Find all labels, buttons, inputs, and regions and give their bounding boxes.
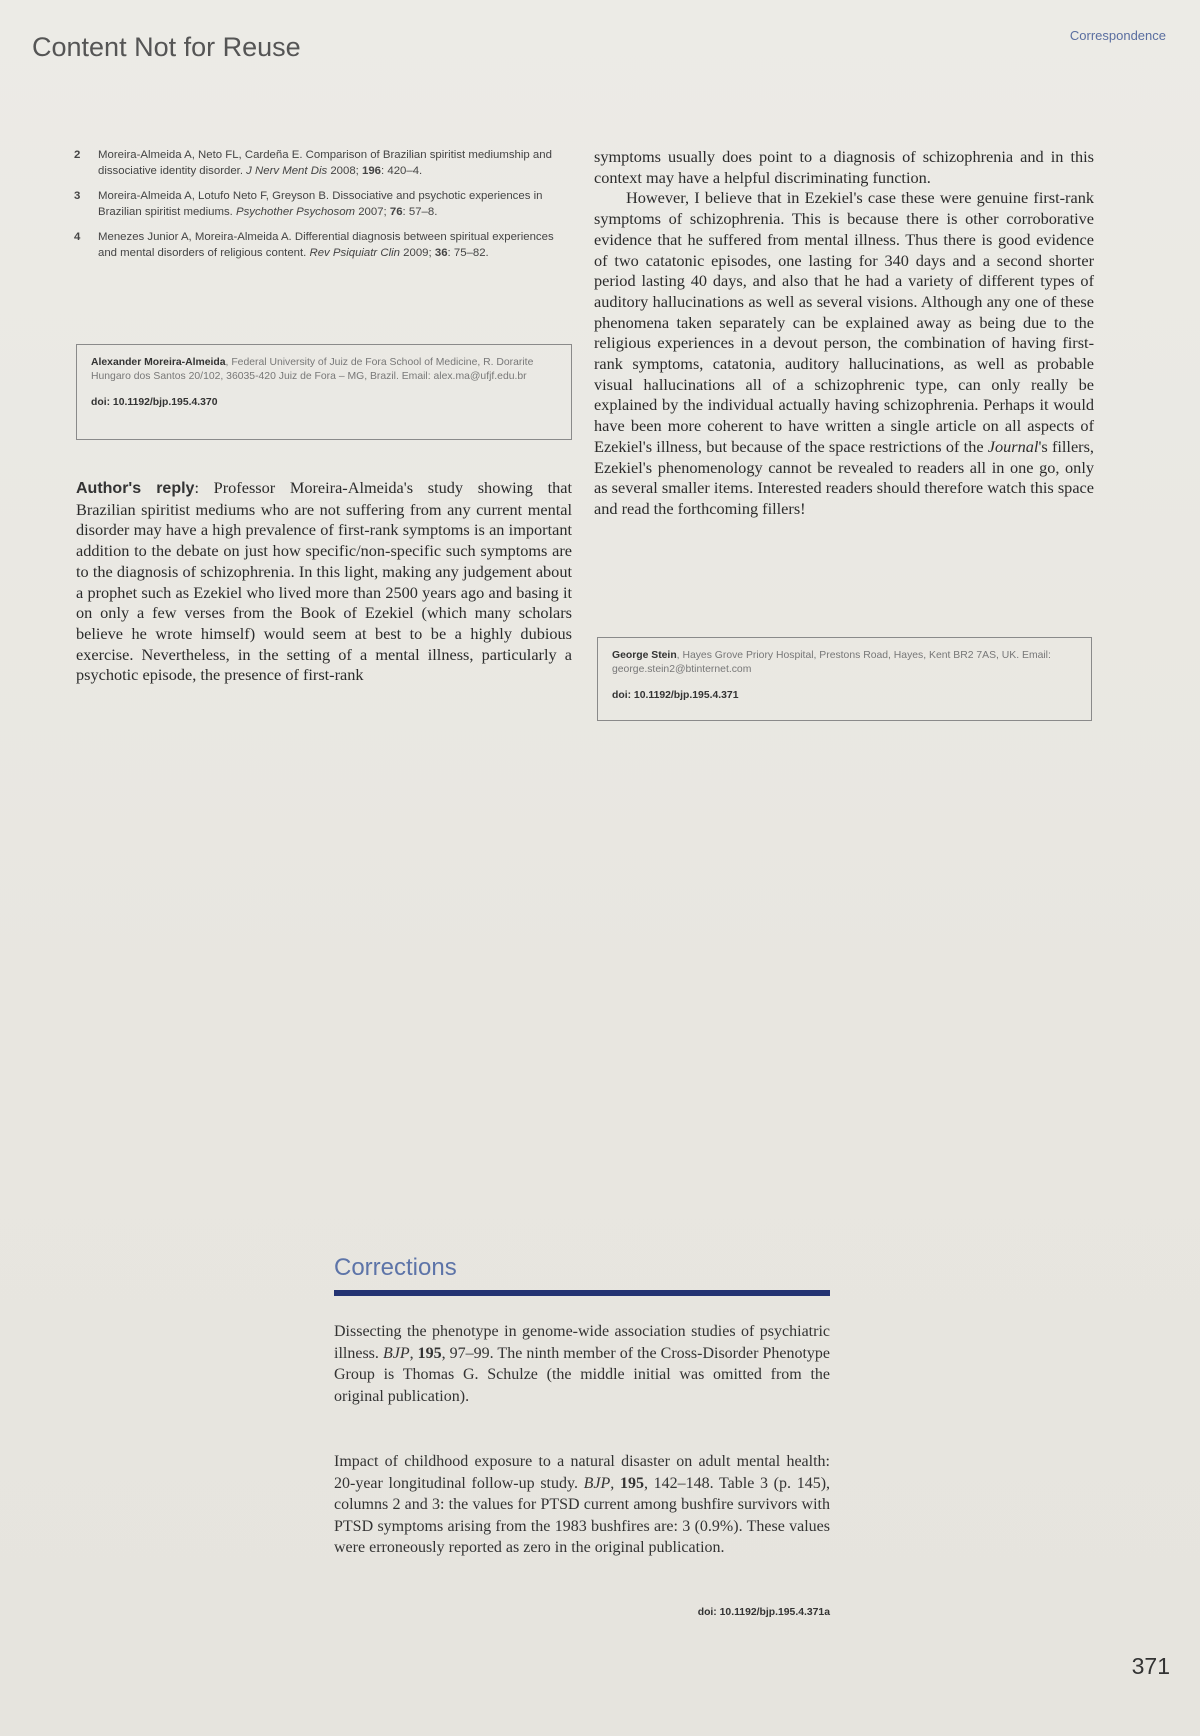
doi-link[interactable]: doi: 10.1192/bjp.195.4.371a [697, 1607, 830, 1618]
reference-item [74, 189, 574, 220]
reference-text: Moreira-Almeida A, Neto FL, Cardeña E. Comparison of Brazilian spiritist mediumship and dissociative identity disorder. J Nerv Ment Dis 2008; 196: 420–4. [98, 149, 552, 177]
page-number: 371 [1131, 1653, 1170, 1679]
affiliation-text: George Stein, Hayes Grove Priory Hospital, Prestons Road, Hayes, Kent BR2 7AS, UK. Email: george.stein2@btinternet.com [612, 650, 1051, 675]
reference-item [74, 230, 574, 261]
author-affiliation-box [76, 344, 572, 440]
reply-paragraph: Author's reply: Professor Moreira-Almeida's study showing that Brazilian spiritist mediums who are not suffering from any current mental disorder may have a high prevalence of first-rank symptoms is an important addition to the debate on just how specific/non-specific such symptoms are to the diagnosis of schizophrenia. In this light, making any judgement about a prophet such as Ezekiel who lived more than 2500 years ago and basing it on only a few verses from the Book of Ezekiel (which many scholars believe he wrote himself) would seem at best to be a highly dubious exercise. Nevertheless, in the setting of a mental illness, particularly a psychotic episode, the presence of first-rank [76, 478, 573, 685]
authors-reply-column [76, 478, 572, 686]
correction-item: Impact of childhood exposure to a natural disaster on adult mental health: 20-year longitudinal follow-up study. BJP, 195, 142–148. Table 3 (p. 145), columns 2 and 3: the values for PTSD current among bushfire survivors with PTSD symptoms arising from the 1983 bushfires are: 3 (0.9%). These values were erroneously reported as zero in the original publication. [334, 1453, 831, 1556]
corrections-divider [334, 1290, 830, 1296]
reference-text: Menezes Junior A, Moreira-Almeida A. Differential diagnosis between spiritual experiences and mental disorders of religious content. Rev Psiquiatr Clin 2009; 36: 75–82. [98, 231, 554, 259]
body-paragraph: symptoms usually does point to a diagnosis of schizophrenia and in this context may have a helpful discriminating function. [594, 147, 1094, 187]
reference-number: 2 [74, 149, 81, 161]
reference-list [74, 148, 574, 271]
correction-item: Dissecting the phenotype in genome-wide association studies of psychiatric illness. BJP, 195, 97–99. The ninth member of the Cross-Disorder Phenotype Group is Thomas G. Schulze (the middle initial was omitted from the original publication). [334, 1323, 831, 1405]
reference-number: 3 [74, 190, 81, 202]
author-name: George Stein [612, 650, 677, 661]
watermark-text: Content Not for Reuse [32, 32, 301, 62]
reference-text: Moreira-Almeida A, Lotufo Neto F, Greyson B. Dissociative and psychotic experiences in Brazilian spiritist mediums. Psychother Psychosom 2007; 76: 57–8. [98, 190, 543, 218]
doi-link[interactable]: doi: 10.1192/bjp.195.4.370 [91, 397, 218, 408]
reference-item [74, 148, 574, 179]
corrections-heading: Corrections [334, 1254, 457, 1281]
right-text-column [594, 147, 1094, 520]
doi-link[interactable]: doi: 10.1192/bjp.195.4.371 [612, 690, 739, 701]
section-label: Correspondence [1069, 28, 1166, 43]
reply-heading: Author's reply [76, 480, 195, 497]
affiliation-text: Alexander Moreira-Almeida, Federal University of Juiz de Fora School of Medicine, R. Dorarite Hungaro dos Santos 20/102, 36035-420 Juiz de Fora – MG, Brazil. Email: alex.ma@ufjf.edu.br [91, 357, 534, 382]
author-affiliation-box [597, 637, 1092, 721]
body-paragraph: However, I believe that in Ezekiel's case these were genuine first-rank symptoms of schizophrenia. This is because there is other corroborative evidence that he suffered from mental illness. Thus there is good evidence of two catatonic episodes, one lasting for 340 days and a second shorter period lasting 40 days, and also that he had a variety of different types of auditory hallucinations as well as several visions. Although any one of these phenomena taken separately can be explained away as being due to the religious experiences in a devout person, the combination of having first-rank symptoms, catatonia, auditory hallucinations, as well as probable visual hallucinations all of a schizophrenic type, can only really be explained by the individual actually having schizophrenia. Perhaps it would have been more coherent to have written a single article on all aspects of Ezekiel's illness, but because of the space restrictions of the Journal's fillers, Ezekiel's phenomenology cannot be revealed to readers all in one go, only as several smaller items. Interested readers should therefore watch this space and read the forthcoming fillers! [594, 188, 1094, 518]
reference-number: 4 [74, 231, 81, 243]
author-name: Alexander Moreira-Almeida [91, 357, 226, 368]
